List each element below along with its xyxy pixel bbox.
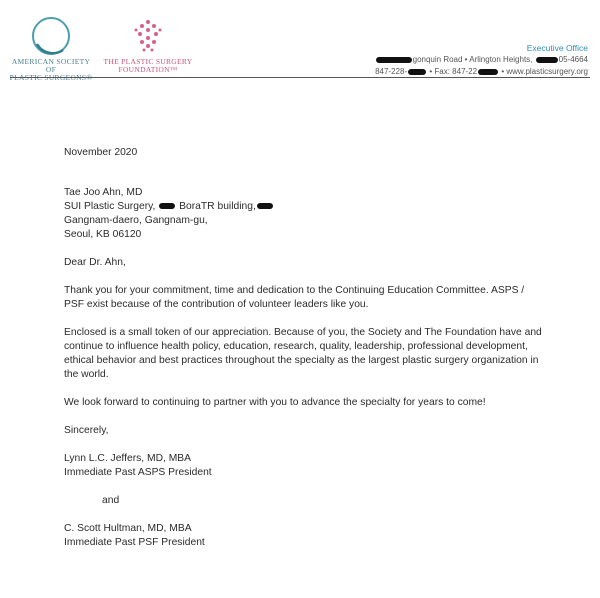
asps-logo — [6, 14, 96, 82]
redaction-mark — [376, 57, 412, 63]
recipient-line-2-start: SUI Plastic Surgery, — [64, 201, 156, 212]
and-text: and — [102, 495, 120, 506]
recipient-name: Tae Joo Ahn, MD — [64, 187, 143, 198]
letter-date: November 2020 — [64, 147, 138, 158]
paragraph-3: We look forward to continuing to partner with you to advance the specialty for years to come! — [64, 397, 486, 408]
signer-1-name: Lynn L.C. Jeffers, MD, MBA — [64, 453, 192, 464]
redaction-mark — [478, 69, 498, 75]
closing: Sincerely, — [64, 425, 109, 436]
fax-text: • Fax: 847-22 — [429, 67, 478, 76]
letter-body — [64, 146, 544, 550]
address-line-1 — [375, 54, 588, 66]
psf-logo — [100, 14, 196, 74]
website-text: • www.plasticsurgery.org — [501, 67, 588, 76]
header-divider — [10, 77, 590, 78]
recipient-line-2 — [64, 200, 544, 214]
recipient-line-4: Seoul, KB 06120 — [64, 229, 142, 240]
psf-logo-line-1: THE PLASTIC SURGERY — [103, 57, 193, 66]
psf-flower-icon — [126, 14, 170, 58]
psf-logo-line-2: FOUNDATION™ — [118, 65, 178, 74]
address-line-1-end: 05-4664 — [558, 55, 588, 64]
phone-text: 847-228- — [375, 67, 408, 76]
redaction-mark — [536, 57, 558, 63]
signer-1-title: Immediate Past ASPS President — [64, 467, 212, 478]
address-line-1-text: gonquin Road • Arlington Heights, — [412, 55, 533, 64]
signer-2-title: Immediate Past PSF President — [64, 537, 205, 548]
recipient-line-3: Gangnam-daero, Gangnam-gu, — [64, 215, 208, 226]
executive-office-block — [375, 42, 588, 78]
redaction-mark — [159, 203, 175, 209]
asps-logo-line-1: AMERICAN SOCIETY OF — [11, 57, 91, 74]
signer-2-name: C. Scott Hultman, MD, MBA — [64, 523, 192, 534]
redaction-mark — [257, 203, 273, 209]
recipient-line-2-mid: BoraTR building, — [179, 201, 256, 212]
asps-ring-icon — [29, 14, 73, 58]
paragraph-1: Thank you for your commitment, time and dedication to the Continuing Education Committee. ASPS / PSF exist because of the contribution of volunteer leaders like you. — [64, 285, 525, 310]
office-title: Executive Office — [526, 43, 588, 53]
asps-logo-line-2: PLASTIC SURGEONS® — [9, 73, 93, 82]
paragraph-2: Enclosed is a small token of our appreciation. Because of you, the Society and The Foundation have and continue to influence health policy, education, research, quality, leadership, professional development, ethical behavior and best practices throughout the specialty as the largest plastic surgery organization in the world. — [64, 327, 542, 380]
redaction-mark — [408, 69, 426, 75]
salutation: Dear Dr. Ahn, — [64, 257, 126, 268]
